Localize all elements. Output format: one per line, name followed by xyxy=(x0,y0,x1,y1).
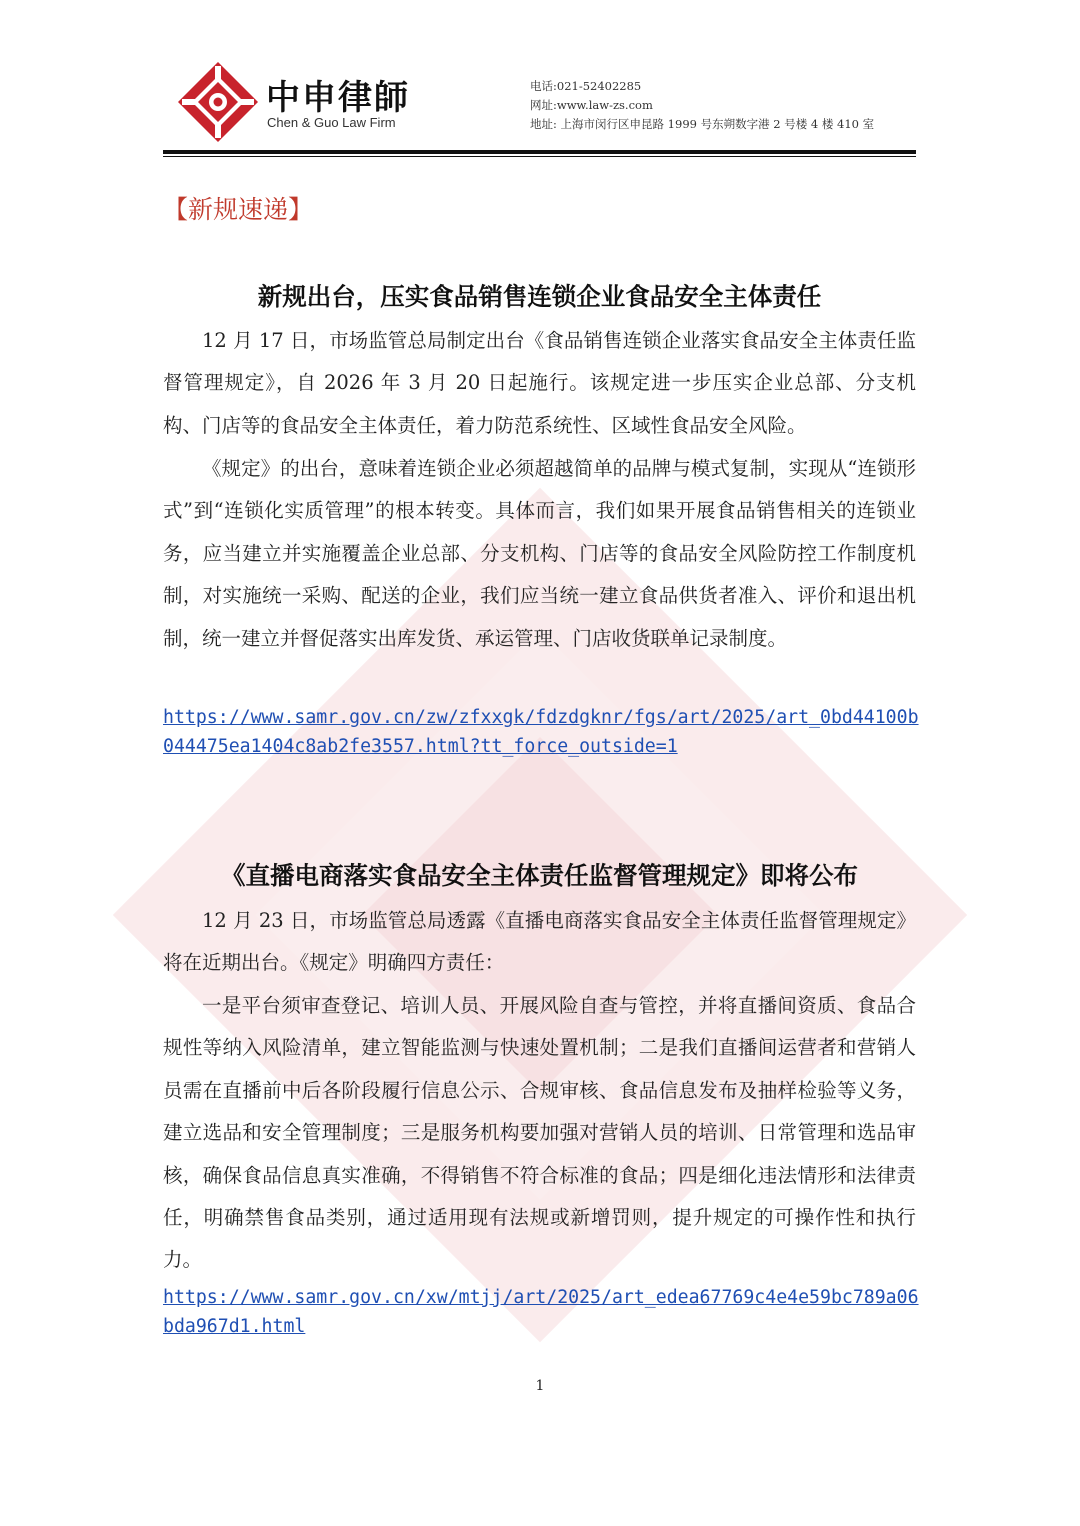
contact-info xyxy=(530,77,874,134)
contact-website: 网址:www.law-zs.com xyxy=(530,98,653,112)
header-divider-thin xyxy=(163,156,916,157)
article-source-link[interactable]: https://www.samr.gov.cn/xw/mtjj/art/2025/art_edea67769c4e4e59bc789a06bda967d1.html xyxy=(163,1287,919,1337)
article-paragraph: 《规定》的出台，意味着连锁企业必须超越简单的品牌与模式复制，实现从“连锁形式”到“连锁化实质管理”的根本转变。具体而言，我们如果开展食品销售相关的连锁业务，应当建立并实施覆盖企业总部、分支机构、门店等的食品安全风险防控工作制度机制，对实施统一采购、配送的企业，我们应当统一建立食品供货者准入、评价和退出机制，统一建立并督促落实出库发货、承运管理、门店收货联单记录制度。 xyxy=(163,457,916,650)
contact-phone: 电话:021-52402285 xyxy=(530,79,642,93)
firm-name-chinese: 中申律師 xyxy=(266,78,410,118)
article-paragraph: 12 月 17 日，市场监管总局制定出台《食品销售连锁企业落实食品安全主体责任监督管理规定》，自 2026 年 3 月 20 日起施行。该规定进一步压实企业总部、分支机构、门店等的食品安全主体责任，着力防范系统性、区域性食品安全风险。 xyxy=(163,329,916,437)
article-source-link[interactable]: https://www.samr.gov.cn/zw/zfxxgk/fdzdgknr/fgs/art/2025/art_0bd44100b044475ea1404c8ab2fe3557.html?tt_force_outside=1 xyxy=(163,707,919,757)
article-paragraph: 12 月 23 日，市场监管总局透露《直播电商落实食品安全主体责任监督管理规定》将在近期出台。《规定》明确四方责任： xyxy=(163,909,916,975)
contact-address: 地址: 上海市闵行区申昆路 1999 号东朔数字港 2 号楼 4 楼 410 室 xyxy=(530,117,875,131)
header-divider-thick xyxy=(163,150,916,154)
article-title: 《直播电商落实食品安全主体责任监督管理规定》即将公布 xyxy=(221,861,858,890)
firm-name-english: Chen & Guo Law Firm xyxy=(267,115,396,130)
article-title: 新规出台，压实食品销售连锁企业食品安全主体责任 xyxy=(257,282,822,311)
firm-logo-icon xyxy=(178,62,258,142)
section-tag: 【新规速递】 xyxy=(163,195,314,224)
page-number: 1 xyxy=(535,1378,545,1394)
article-paragraph: 一是平台须审查登记、培训人员、开展风险自查与管控，并将直播间资质、食品合规性等纳入风险清单，建立智能监测与快速处置机制；二是我们直播间运营者和营销人员需在直播前中后各阶段履行信息公示、合规审核、食品信息发布及抽样检验等义务，建立选品和安全管理制度；三是服务机构要加强对营销人员的培训、日常管理和选品审核，确保食品信息真实准确，不得销售不符合标准的食品；四是细化违法情形和法律责任，明确禁售食品类别，通过适用现有法规或新增罚则，提升规定的可操作性和执行力。 xyxy=(163,994,916,1272)
